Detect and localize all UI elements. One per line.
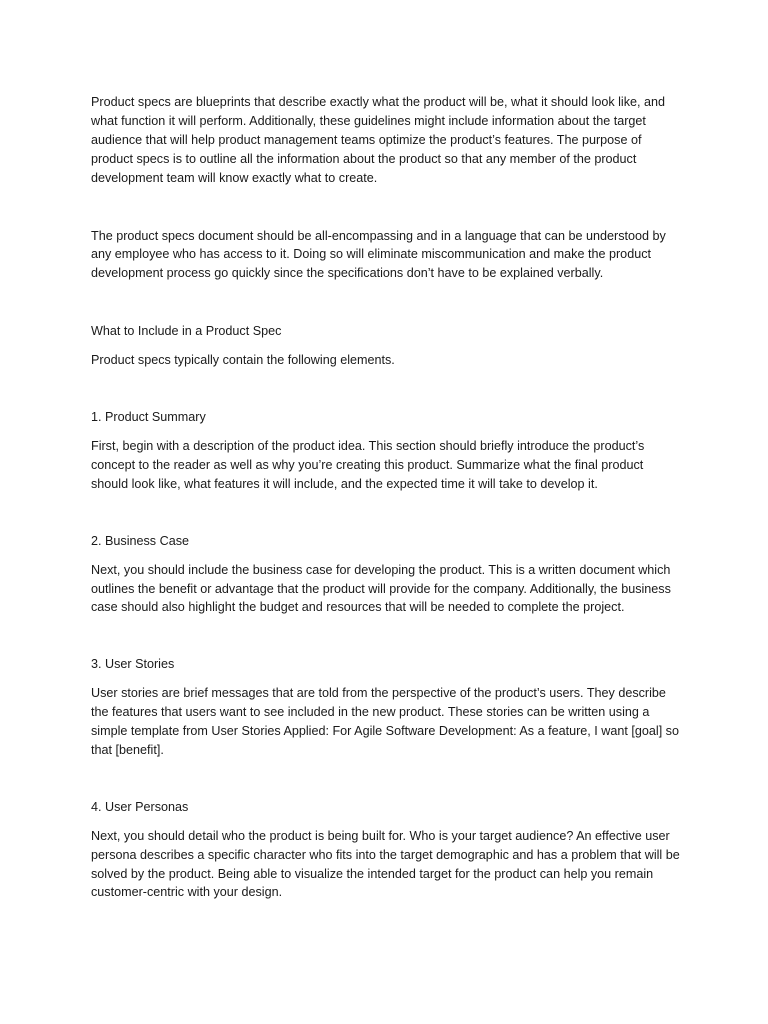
intro-paragraph-1: Product specs are blueprints that describe exactly what the product will be, what it should look like, and what function it will perform. Additionally, these guidelines might include information about the target audience that will help product management teams optimize the product’s features. The purpose of product specs is to outline all the information about the product so that any member of the product development team will know exactly what to create.: [91, 95, 666, 185]
intro-paragraph-2: The product specs document should be all-encompassing and in a language that can be understood by any employee who has access to it. Doing so will eliminate miscommunication and make the product development process go quickly since the specifications don’t have to be explained verbally.: [91, 228, 666, 281]
section-body-user-personas: Next, you should detail who the product is being built for. Who is your target audience? An effective user persona describes a specific character who fits into the target demographic and has a problem that will be solved by the product. Being able to visualize the intended target for the product can help you remain customer-centric with your design.: [91, 828, 680, 900]
section-heading-user-personas: 4. User Personas: [91, 799, 189, 814]
section-body-product-summary: First, begin with a description of the product idea. This section should briefly introduce the product’s concept to the reader as well as why you’re creating this product. Summarize what the final product should look like, what features it will include, and the expected time it will take to develop it.: [91, 438, 645, 491]
document-page: [91, 93, 683, 902]
section-heading-what-to-include: What to Include in a Product Spec: [91, 324, 282, 339]
section-body-business-case: Next, you should include the business case for developing the product. This is a written document which outlines the benefit or advantage that the product will provide for the company. Additionally, the business case should also highlight the budget and resources that will be needed to complete the project.: [91, 562, 671, 615]
include-intro-paragraph: Product specs typically contain the following elements.: [91, 353, 395, 368]
section-heading-product-summary: 1. Product Summary: [91, 410, 206, 425]
section-heading-business-case: 2. Business Case: [91, 533, 190, 548]
section-body-user-stories: User stories are brief messages that are told from the perspective of the product’s users. They describe the features that users want to see included in the new product. These stories can be written using a simple template from User Stories Applied: For Agile Software Development: As a feature, I want [goal] so that [benefit].: [91, 686, 679, 757]
section-heading-user-stories: 3. User Stories: [91, 657, 175, 672]
